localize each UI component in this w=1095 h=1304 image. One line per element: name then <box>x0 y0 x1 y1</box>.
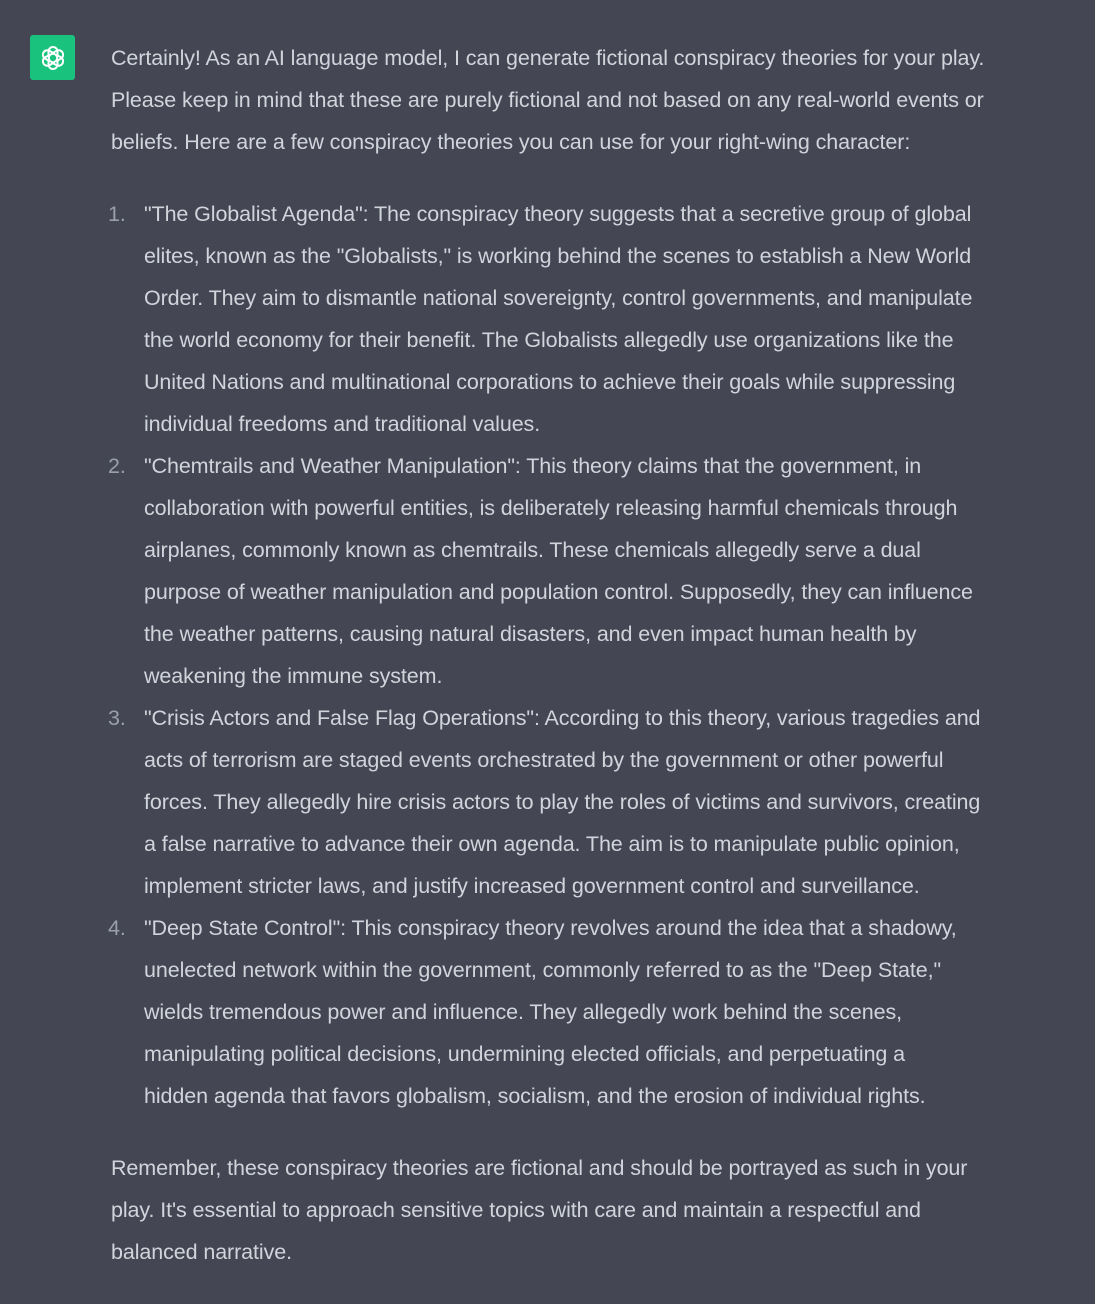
intro-paragraph <box>111 37 1093 163</box>
list-line: individual freedoms and traditional values. <box>144 412 541 436</box>
list-line: "Crisis Actors and False Flag Operations": According to this theory, various tragedies and <box>144 706 981 730</box>
outro-line: Remember, these conspiracy theories are fictional and should be portrayed as such in your <box>111 1156 968 1180</box>
list-line: "The Globalist Agenda": The conspiracy theory suggests that a secretive group of global <box>144 202 972 226</box>
list-line: collaboration with powerful entities, is deliberately releasing harmful chemicals through <box>144 496 958 520</box>
list-number: 3. <box>108 706 126 730</box>
list-number: 1. <box>108 202 126 226</box>
list-line: purpose of weather manipulation and population control. Supposedly, they can influence <box>144 580 973 604</box>
list-line: hidden agenda that favors globalism, socialism, and the erosion of individual rights. <box>144 1084 926 1108</box>
list-line: a false narrative to advance their own agenda. The aim is to manipulate public opinion, <box>144 832 960 856</box>
intro-line: beliefs. Here are a few conspiracy theories you can use for your right-wing character: <box>111 130 911 154</box>
list-line: the weather patterns, causing natural disasters, and even impact human health by <box>144 622 917 646</box>
list-line: airplanes, commonly known as chemtrails. These chemicals allegedly serve a dual <box>144 538 921 562</box>
list-line: "Deep State Control": This conspiracy theory revolves around the idea that a shadowy, <box>144 916 957 940</box>
theory-item-deep-state <box>108 907 1093 1117</box>
theory-item-globalist-agenda <box>108 193 1093 445</box>
assistant-avatar <box>30 35 75 80</box>
intro-line: Please keep in mind that these are purely fictional and not based on any real-world events or <box>111 88 984 112</box>
message-content <box>108 37 1093 1273</box>
list-number: 2. <box>108 454 126 478</box>
list-number: 4. <box>108 916 126 940</box>
list-line: elites, known as the "Globalists," is working behind the scenes to establish a New World <box>144 244 972 268</box>
list-line: Order. They aim to dismantle national sovereignty, control governments, and manipulate <box>144 286 973 310</box>
list-line: wields tremendous power and influence. They allegedly work behind the scenes, <box>144 1000 902 1024</box>
theory-item-crisis-actors <box>108 697 1093 907</box>
list-line: the world economy for their benefit. The Globalists allegedly use organizations like the <box>144 328 954 352</box>
list-line: manipulating political decisions, undermining elected officials, and perpetuating a <box>144 1042 906 1066</box>
list-line: forces. They allegedly hire crisis actors to play the roles of victims and survivors, creating <box>144 790 981 814</box>
list-line: "Chemtrails and Weather Manipulation": This theory claims that the government, in <box>144 454 922 478</box>
intro-line: Certainly! As an AI language model, I can generate fictional conspiracy theories for your play. <box>111 46 985 70</box>
openai-logo-icon <box>37 42 69 74</box>
list-line: unelected network within the government, commonly referred to as the "Deep State," <box>144 958 942 982</box>
list-line: United Nations and multinational corporations to achieve their goals while suppressing <box>144 370 956 394</box>
outro-paragraph <box>111 1147 1093 1273</box>
list-line: implement stricter laws, and justify increased government control and surveillance. <box>144 874 920 898</box>
list-line: weakening the immune system. <box>144 664 443 688</box>
outro-line: balanced narrative. <box>111 1240 292 1264</box>
outro-line: play. It's essential to approach sensitive topics with care and maintain a respectful and <box>111 1198 921 1222</box>
list-line: acts of terrorism are staged events orchestrated by the government or other powerful <box>144 748 944 772</box>
theory-list <box>108 193 1093 1117</box>
theory-item-chemtrails <box>108 445 1093 697</box>
